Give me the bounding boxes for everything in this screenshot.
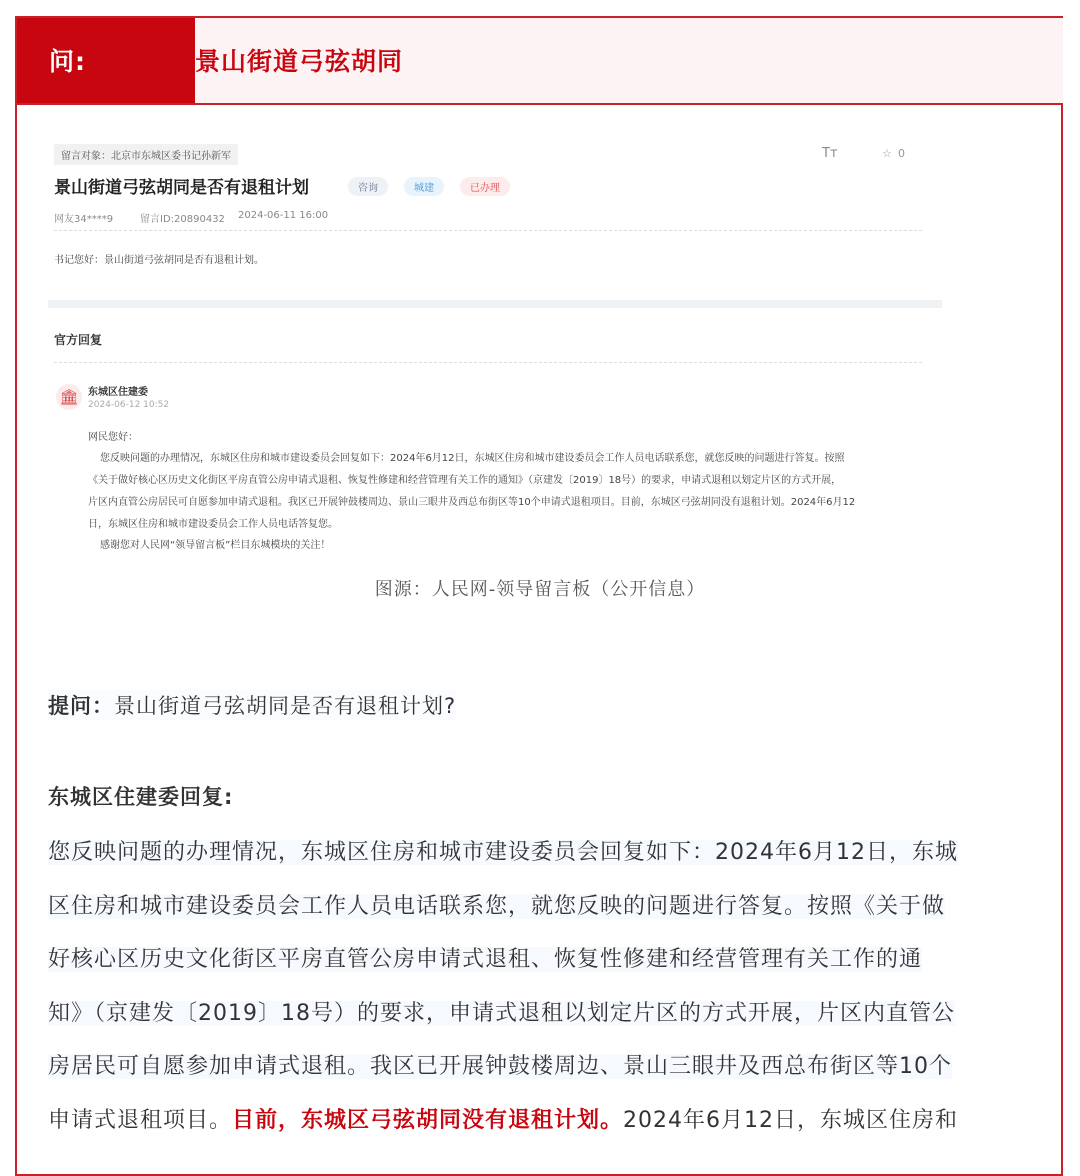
reply-line: 片区内直管公房居民可自愿参加申请式退租。我区已开展钟鼓楼周边、景山三眼井及西总布街区等10个申请式退租项目。目前，东城区弓弦胡同没有退租计划。2024年6月12 bbox=[88, 497, 856, 508]
replier-name: 东城区住建委 bbox=[88, 387, 148, 398]
badge-consult: 咨询 bbox=[348, 177, 388, 196]
highlighted-conclusion: 目前，东城区弓弦胡同没有退租计划。 bbox=[232, 1107, 624, 1133]
font-size-icon[interactable]: Tт bbox=[822, 146, 838, 161]
question-label: 问: bbox=[49, 47, 86, 76]
government-building-icon: 🏛 bbox=[56, 384, 82, 410]
reply-paragraph-line: 申请式退租项目。 bbox=[48, 1107, 233, 1133]
divider bbox=[54, 230, 922, 231]
badge-handled: 已办理 bbox=[460, 177, 510, 196]
reply-body bbox=[88, 448, 924, 536]
message-title: 景山街道弓弦胡同是否有退租计划 bbox=[54, 178, 309, 198]
message-body: 书记您好：景山街道弓弦胡同是否有退租计划。 bbox=[54, 255, 264, 266]
question-label-block bbox=[17, 18, 195, 103]
reply-paragraph-line: 区住房和城市建设委员会工作人员电话联系您，就您反映的问题进行答复。按照《关于做 bbox=[48, 893, 946, 919]
reply-line: 《关于做好核心区历史文化街区平房直管公房申请式退租、恢复性修建和经营管理有关工作的通知》（京建发〔2019〕18号）的要求，申请式退租以划定片区的方式开展， bbox=[88, 475, 842, 486]
reply-paragraph-line: 您反映问题的办理情况，东城区住房和城市建设委员会回复如下：2024年6月12日，东城 bbox=[48, 840, 958, 865]
question-bar bbox=[17, 18, 1063, 105]
message-time: 2024-06-11 16:00 bbox=[238, 210, 329, 221]
image-caption: 图源：人民网-领导留言板（公开信息） bbox=[374, 579, 706, 600]
message-id: 留言ID:20890432 bbox=[140, 214, 225, 225]
reply-paragraph-line: 知》（京建发〔2019〕18号）的要求，申请式退租以划定片区的方式开展，片区内直管公 bbox=[48, 1000, 955, 1026]
badge-urban-construction: 城建 bbox=[404, 177, 444, 196]
favorite-count: 0 bbox=[898, 147, 905, 160]
divider bbox=[54, 362, 922, 363]
reply-paragraph-line: 房居民可自愿参加申请式退租。我区已开展钟鼓楼周边、景山三眼井及西总布街区等10个 bbox=[48, 1054, 952, 1080]
reply-paragraph-line: 2024年6月12日，东城区住房和 bbox=[623, 1107, 959, 1133]
recipient-tag[interactable]: 留言对象：北京市东城区委书记孙新军 bbox=[54, 144, 238, 165]
question-title: 景山街道弓弦胡同 bbox=[195, 47, 404, 76]
reply-line: 您反映问题的办理情况，东城区住房和城市建设委员会回复如下：2024年6月12日，东城区住房和城市建设委员会工作人员电话联系您，就您反映的问题进行答复。按照 bbox=[100, 453, 845, 464]
reply-paragraph-line: 好核心区历史文化街区平房直管公房申请式退租、恢复性修建和经营管理有关工作的通 bbox=[48, 947, 923, 973]
reply-greeting: 网民您好： bbox=[88, 432, 138, 443]
question-prefix: 提问： bbox=[48, 694, 114, 718]
question-line bbox=[48, 690, 456, 720]
section-separator bbox=[48, 300, 942, 308]
reply-line: 日，东城区住房和城市建设委员会工作人员电话答复您。 bbox=[88, 519, 338, 530]
reply-time: 2024-06-12 10:52 bbox=[88, 400, 170, 410]
star-icon[interactable]: ☆ bbox=[882, 147, 892, 160]
official-reply-heading: 官方回复 bbox=[54, 333, 103, 347]
reply-thanks: 感谢您对人民网“领导留言板”栏目东城模块的关注！ bbox=[100, 540, 331, 551]
question-text: 景山街道弓弦胡同是否有退租计划? bbox=[114, 694, 457, 718]
reply-section-body bbox=[48, 826, 1038, 1148]
author-name[interactable]: 网友34****9 bbox=[54, 214, 114, 225]
reply-heading: 东城区住建委回复: bbox=[48, 785, 234, 809]
